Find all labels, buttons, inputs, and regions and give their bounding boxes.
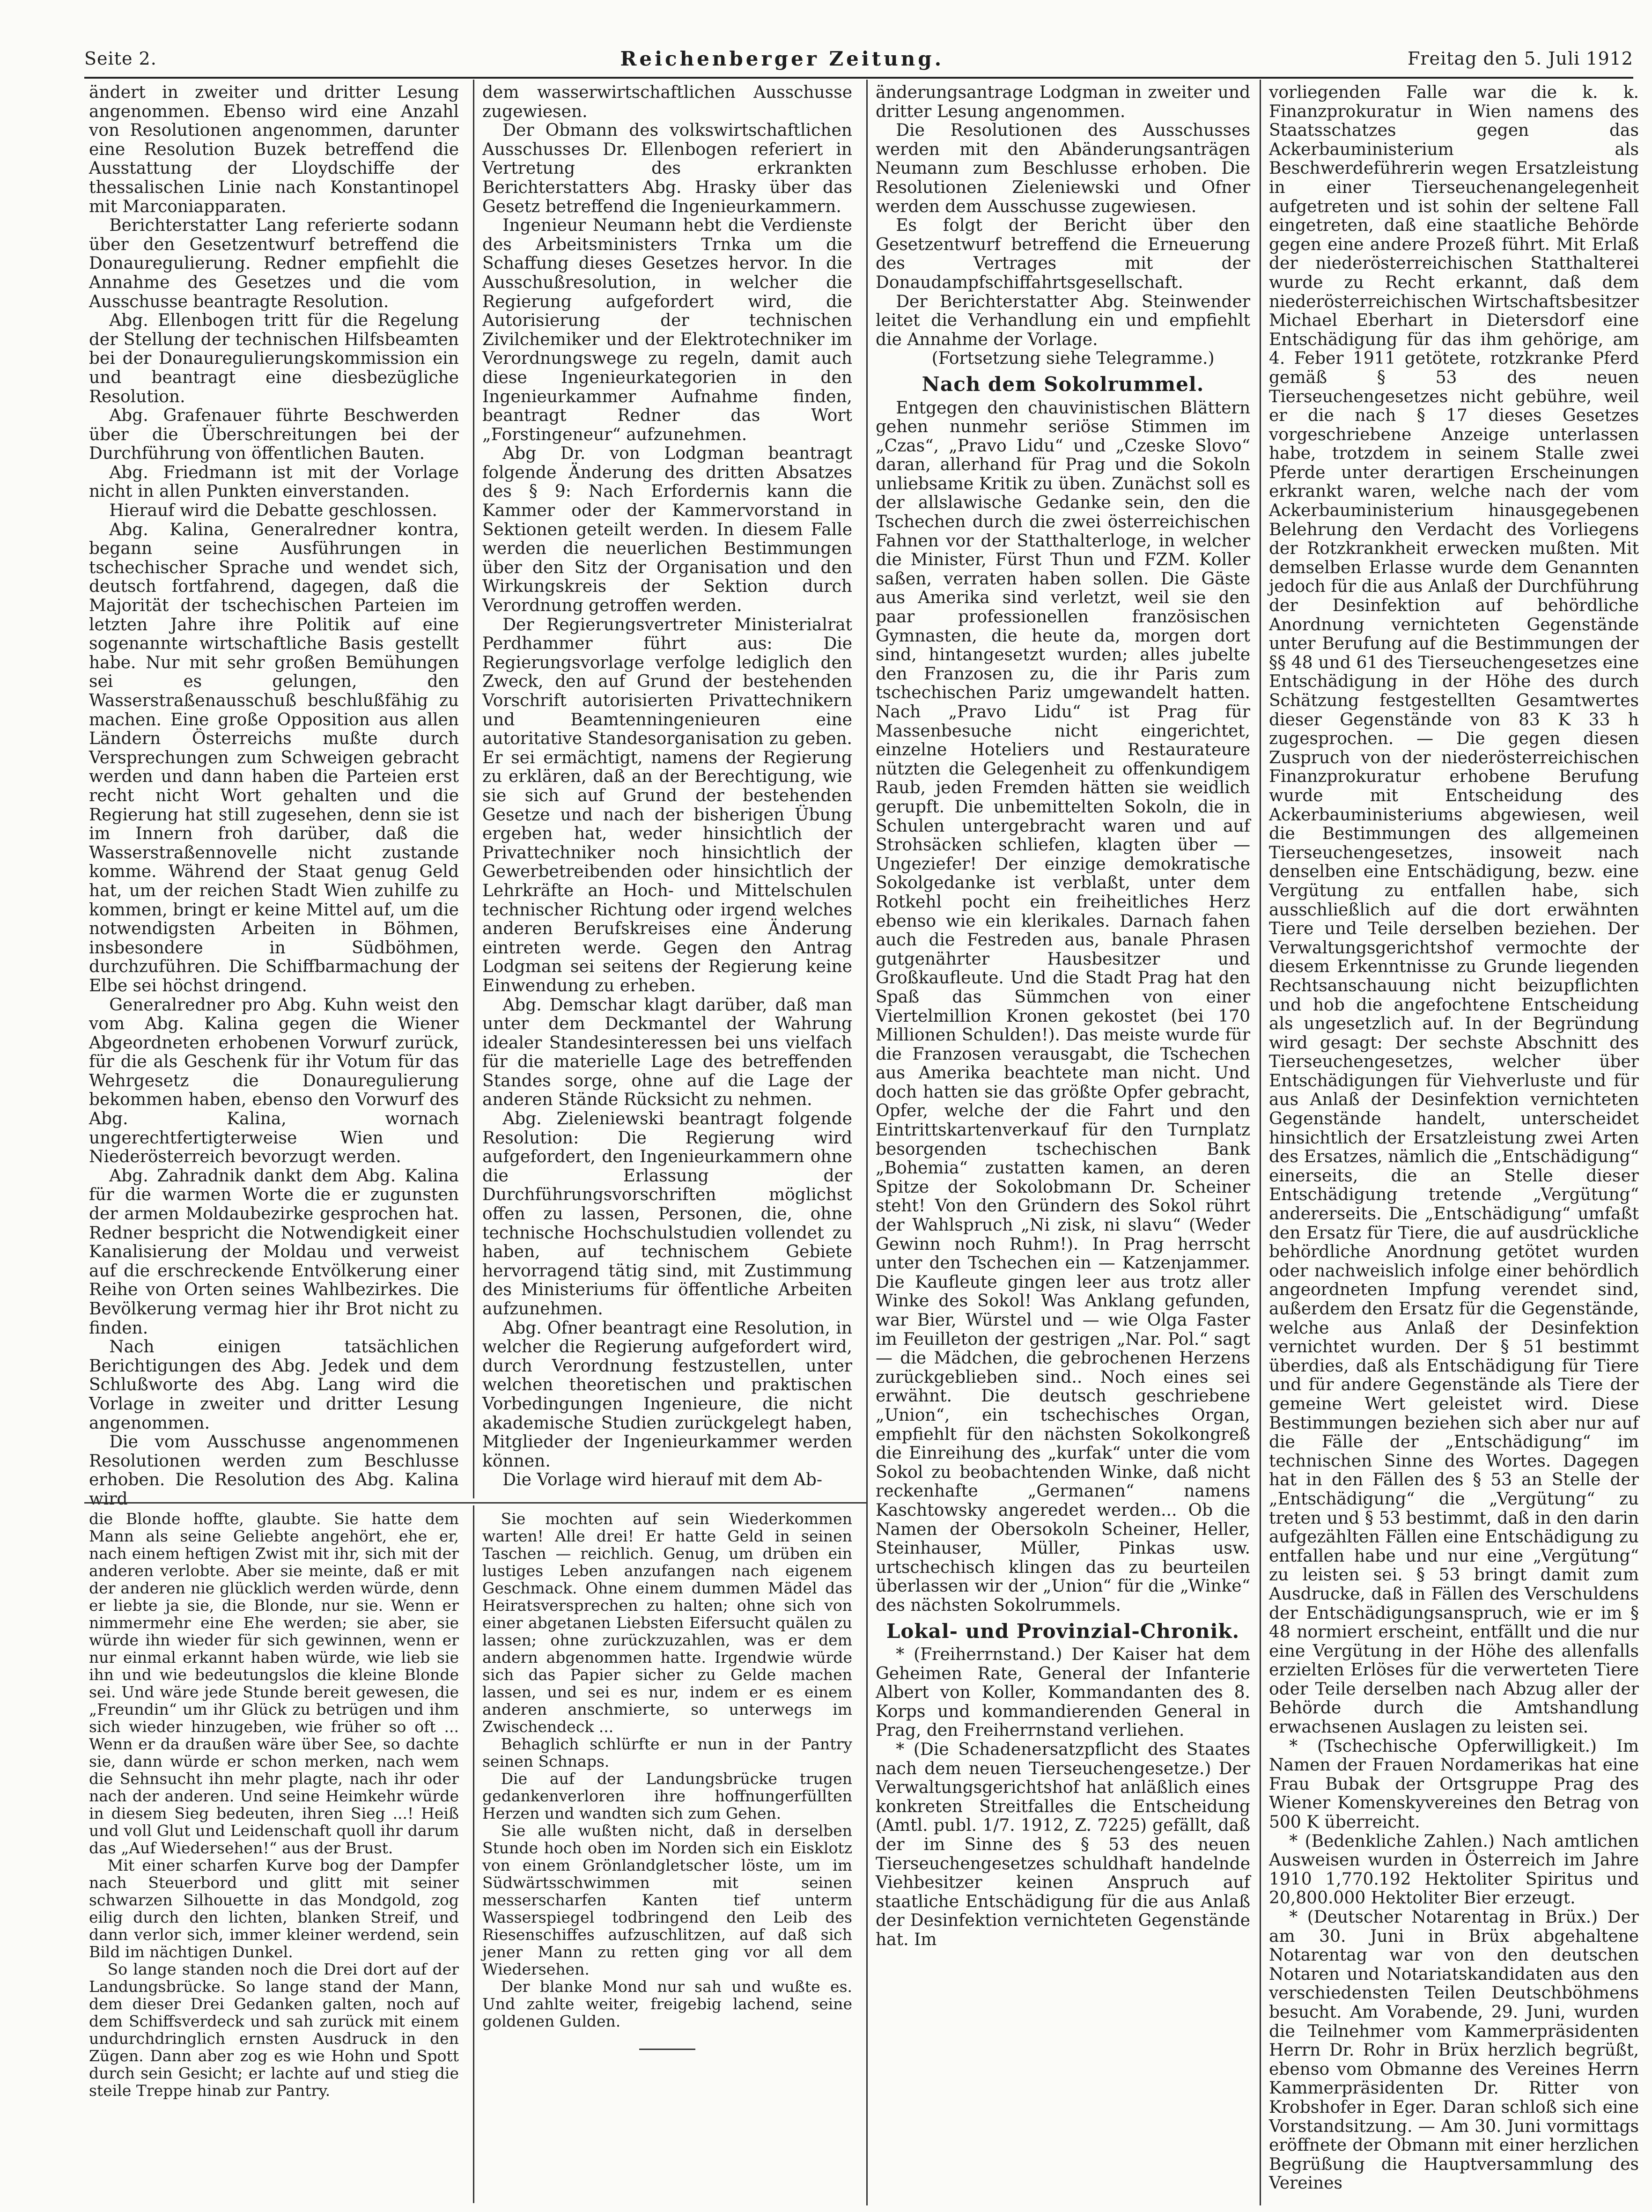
paragraph: Berichterstatter Lang referierte sodann über den Gesetzentwurf betreffend die Donauregulierung. Redner empfiehlt die Annahme des Gesetzes und die vom Ausschusse beantragte Resolution.	[89, 216, 459, 311]
paragraph: Die Resolutionen des Ausschusses werden mit den Abänderungsanträgen Neumann zum Beschlusse erhoben. Die Resolutionen Zieleniewski und Ofner werden dem Ausschusse zugewiesen.	[876, 121, 1250, 216]
end-separator	[639, 2049, 695, 2050]
paragraph: Die auf der Landungsbrücke trugen gedankenverloren ihre hoffnungerfüllten Herzen und wandten sich zum Gehen.	[482, 1770, 852, 1822]
paragraph: Abg. Kalina, Generalredner kontra, begann seine Ausführungen in tschechischer Sprache und wendet sich, deutsch fortfahrend, dagegen, daß die Majorität der tschechischen Parteien im letzten Jahre ihre Politik auf eine sogenannte wirtschaftliche Basis gestellt habe. Nur mit sehr großen Bemühungen sei es gelungen, den Wasserstraßenausschuß beschlußfähig zu machen. Eine große Opposition aus allen Ländern Österreichs mußte durch Versprechungen zum Schweigen gebracht werden und dann haben die Parteien erst recht nicht Wort gehalten und die Regierung hat still zugesehen, denn sie ist im Innern froh darüber, daß die Wasserstraßennovelle nicht zustande komme. Während der Staat genug Geld hat, um der reichen Stadt Wien zuhilfe zu kommen, bringt er keine Mittel auf, um die notwendigsten Arbeiten in Böhmen, insbesondere in Südböhmen, durchzuführen. Die Schiffbarmachung der Elbe sei höchst dringend.	[89, 520, 459, 995]
page-number: Seite 2.	[84, 48, 157, 69]
paragraph: Die vom Ausschusse angenommenen Resolutionen werden zum Beschlusse erhoben. Die Resolution des Abg. Kalina wird	[89, 1432, 459, 1509]
paragraph: Abg. Zieleniewski beantragt folgende Resolution: Die Regierung wird aufgefordert, den Ingenieurkammern ohne die Erlassung der Durchführungsvorschriften möglichst offen zu lassen, Personen, die, ohne technische Hochschulstudien vollendet zu haben, auf technischem Gebiete hervorragend tätig sind, mit Zustimmung des Ministeriums für öffentliche Arbeiten aufzunehmen.	[482, 1109, 852, 1319]
paragraph: Abg. Ofner beantragt eine Resolution, in welcher die Regierung aufgefordert wird, durch Verordnung festzustellen, unter welchen theoretischen und praktischen Vorbedingungen Ingenieure, die nicht akademische Studien zurückgelegt haben, Mitglieder der Ingenieurkammer werden können.	[482, 1318, 852, 1471]
column-divider	[866, 80, 868, 2205]
paragraph: Sie alle wußten nicht, daß in derselben Stunde hoch oben im Norden sich ein Eisklotz von einem Grönlandgletscher löste, um im Südwärtsschwimmen mit seinen messerscharfen Kanten tief unterm Wasserspiegel todbringend den Leib des Riesenschiffes aufzuschlitzen, auf daß sich jener Mann zu retten ging vor all dem Wiedersehen.	[482, 1821, 852, 1978]
paragraph: änderungsantrage Lodgman in zweiter und dritter Lesung angenommen.	[876, 83, 1250, 121]
column-divider	[1260, 80, 1261, 2205]
column-divider	[473, 1505, 474, 2203]
paragraph: * (Freiherrnstand.) Der Kaiser hat dem Geheimen Rate, General der Infanterie Albert von Koller, Kommandanten des 8. Korps und kommandierenden General in Prag, den Freiherrnstand verliehen.	[876, 1645, 1250, 1740]
paragraph: Die Vorlage wird hierauf mit dem Ab-	[502, 1470, 823, 1490]
paragraph: Es folgt der Bericht über den Gesetzentwurf betreffend die Erneuerung des Vertrages mit der Donaudampfschiffahrtsgesellschaft.	[876, 216, 1250, 292]
column-3	[876, 83, 1250, 2205]
paragraph: Generalredner pro Abg. Kuhn weist den vom Abg. Kalina gegen die Wiener Abgeordneten erhobenen Vorwurf zurück, für die als Geschenk für ihr Votum für das Wehrgesetz die Donauregulierung bekommen haben, ebenso den Vorwurf des Abg. Kalina, wornach ungerechtfertigterweise Wien und Niederösterreich bevorzugt werden.	[89, 995, 459, 1167]
paragraph: Abg. Demschar klagt darüber, daß man unter dem Deckmantel der Wahrung idealer Standesinteressen bei uns vielfach für die materielle Lage des betreffenden Standes sorge, ohne auf die Lage der anderen Stände Rücksicht zu nehmen.	[482, 995, 852, 1110]
feuilleton-right	[482, 1510, 852, 2194]
paragraph: * (Die Schadenersatzpflicht des Staates nach dem neuen Tierseuchengesetze.) Der Verwaltungsgerichtshof hat anläßlich eines konkreten Streitfalles die Entscheidung (Amtl. publ. 1/7. 1912, Z. 7225) gefällt, daß der im Sinne des § 53 des neuen Tierseuchengesetzes schuldhaft handelnde Viehbesitzer keinen Anspruch auf staatliche Entschädigung für die aus Anlaß der Desinfektion vernichteten Gegenstände hat. Im	[876, 1740, 1250, 1949]
column-2	[482, 83, 852, 1493]
paper-title: Reichenberger Zeitung.	[620, 47, 944, 70]
paragraph: Nach einigen tatsächlichen Berichtigungen des Abg. Jedek und dem Schlußworte des Abg. Lang wird die Vorlage in zweiter und dritter Lesung angenommen.	[89, 1337, 459, 1433]
column-1	[89, 83, 459, 1509]
issue-date: Freitag den 5. Juli 1912	[1407, 48, 1633, 69]
feuilleton-rule	[84, 1502, 866, 1504]
paragraph: * (Deutscher Notarentag in Brüx.) Der am 30. Juni in Brüx abgehaltene Notarentag war von den deutschen Notaren und Notariatskandidaten aus den verschiedensten Teilen Deutschböhmens besucht. Am Vorabende, 29. Juni, wurden die Teilnehmer vom Kammerpräsidenten Herrn Dr. Rohr in Brüx herzlich begrüßt, ebenso vom Obmanne des Vereines Herrn Kammerpräsidenten Dr. Ritter von Krobshofer in Eger. Daran schloß sich eine Vorstandsitzung. — Am 30. Juni vormittags eröffnete der Obmann mit einer herzlichen Begrüßung die Hauptversammlung des Vereines	[1269, 1908, 1639, 2193]
feuilleton-left	[89, 1510, 459, 2194]
paragraph: Mit einer scharfen Kurve bog der Dampfer nach Steuerbord und glitt mit seiner schwarzen Silhouette in das Mondgold, zog eilig durch den lichten, blanken Streif, und dann verlor sich, immer kleiner werdend, sein Bild im nächtigen Dunkel.	[89, 1856, 459, 1961]
paragraph: Der blanke Mond nur sah und wußte es. Und zahlte weiter, freigebig lachend, seine goldenen Gulden.	[482, 1977, 852, 2030]
paragraph: Sie mochten auf sein Wiederkommen warten! Alle drei! Er hatte Geld in seinen Taschen — reichlich. Genug, um drüben ein lustiges Leben anzufangen nach eigenem Geschmack. Ohne einem dummen Mädel das Heiratsversprechen zu halten; ohne sich von einer abgetanen Liebsten Eifersucht quälen zu lassen; ohne zurückzuzahlen, was er dem andern abgenommen hatte. Irgendwie würde sich das Papier sicher zu Gelde machen lassen, und sei es nur, indem er es einem anderen anschmierte, so unterwegs im Zwischendeck ...	[482, 1510, 852, 1736]
paragraph: Abg Dr. von Lodgman beantragt folgende Änderung des dritten Absatzes des § 9: Nach Erfordernis kann die Kammer oder der Kammervorstand in Sektionen geteilt werden. In diesem Falle werden die neuerlichen Bestimmungen über den Sitz der Organisation und den Wirkungskreis der Sektion durch Verordnung getroffen werden.	[482, 444, 852, 616]
header-rule	[84, 77, 1633, 79]
paragraph: Ingenieur Neumann hebt die Verdienste des Arbeitsministers Trnka um die Schaffung dieses Gesetzes hervor. In die Ausschußresolution, in welcher die Regierung aufgefordert wird, die Autorisierung der technischen Zivilchemiker und der Elektrotechniker im Verordnungswege zu regeln, damit auch diese Ingenieurkategorien in den Ingenieurkammer Aufnahme finden, beantragt Redner das Wort „Forstingeneur“ aufzunehmen.	[482, 216, 852, 444]
paragraph: Abg. Grafenauer führte Beschwerden über die Überschreitungen bei der Durchführung von öffentlichen Bauten.	[89, 406, 459, 464]
paragraph: Abg. Zahradnik dankt dem Abg. Kalina für die warmen Worte die er zugunsten der armen Moldaubezirke gesprochen hat. Redner bespricht die Notwendigkeit einer Kanalisierung der Moldau und verweist auf die erschreckende Entvölkerung einer Reihe von Orten seines Wahlbezirkes. Die Bevölkerung vermag hier ihr Brot nicht zu finden.	[89, 1166, 459, 1338]
column-4	[1269, 83, 1639, 2205]
section-heading: Lokal- und Provinzial-Chronik.	[886, 1619, 1240, 1643]
paragraph: ändert in zweiter und dritter Lesung angenommen. Ebenso wird eine Anzahl von Resolutionen angenommen, darunter eine Resolution Buzek betreffend die Ausstattung der Lloydschiffe der thessalischen Linie nach Konstantinopel mit Marconiapparaten.	[89, 83, 459, 216]
paragraph: Abg. Friedmann ist mit der Vorlage nicht in allen Punkten einverstanden.	[89, 463, 459, 501]
paragraph: dem wasserwirtschaftlichen Ausschusse zugewiesen.	[482, 83, 852, 121]
paragraph: die Blonde hoffte, glaubte. Sie hatte dem Mann als seine Geliebte angehört, ehe er, nach einem heftigen Zwist mit ihr, sich mit der anderen verlobte. Aber sie meinte, daß er mit der anderen nie glücklich werden würde, denn er liebte ja sie, die Blonde, nur sie. Wenn er nimmermehr eine Ehe werden; sie aber, sie würde ihn wieder für sich gewinnen, wenn er nur einmal erkannt haben würde, wie lieb sie ihn und wie bedeutungslos die kleine Blonde sei. Und wäre jede Stunde bereit gewesen, die „Freundin“ um ihr Glück zu betrügen und ihm sich wieder hinzugeben, wie früher so oft ... Wenn er da draußen wäre über See, so dachte sie, dann würde er schon merken, nach wem die Sehnsucht ihn mehr plagte, nach ihr oder nach der anderen. Und seine Heimkehr würde in diesem Sieg bedeuten, ihren Sieg ...! Heiß und voll Glut und Leidenschaft quoll ihr darum das „Auf Wiedersehen!“ aus der Brust.	[89, 1510, 459, 1857]
paragraph: Hierauf wird die Debatte geschlossen.	[109, 501, 437, 521]
paragraph: Entgegen den chauvinistischen Blättern gehen nunmehr seriöse Stimmen im „Czas“, „Pravo Lidu“ und „Czeske Slovo“ daran, allerhand für Prag und die Sokoln unliebsame Kritik zu üben. Zunächst soll es der allslawische Gedanke sein, den die Tschechen durch die zwei österreichischen Fahnen vor der Statthalterloge, in welcher die Minister, Fürst Thun und FZM. Koller saßen, verraten haben sollen. Die Gäste aus Amerika sind verletzt, weil sie den paar professionellen französischen Gymnasten, die heute da, morgen dort sind, hintangesetzt wurden; alles jubelte den Franzosen zu, die ihr Paris zum tschechischen Pariz umgewandelt hatten. Nach „Pravo Lidu“ ist Prag für Massenbesuche nicht eingerichtet, einzelne Hoteliers und Restaurateure nützten die Gelegenheit zu offenkundigem Raub, jeden Fremden hätten sie weidlich gerupft. Die unbemittelten Sokoln, die in Schulen untergebracht waren und auf Strohsäcken schliefen, klagten über — Ungeziefer! Der einzige demokratische Sokolgedanke ist verblaßt, unter dem Rotkehl pocht ein freiheitliches Herz ebenso wie ein klerikales. Darnach fahen auch die Festreden aus, banale Phrasen gutgenährter Hausbesitzer und Großkaufleute. Und die Stadt Prag hat den Spaß das Sümmchen von einer Viertelmillion Kronen gekostet (bei 170 Millionen Schulden!). Das meiste wurde für die Franzosen verausgabt, die Tschechen aus Amerika beachtete man nicht. Und doch hatten sie das größte Opfer gebracht, Opfer, welche der die Fahrt und den Eintrittskartenverkauf für den Turnplatz besorgenden tschechischen Bank „Bohemia“ zustatten kamen, an deren Spitze der Sokolobmann Dr. Scheiner steht! Von den Gründern des Sokol rührt der Wahlspruch „Ni zisk, ni slavu“ (Weder Gewinn noch Ruhm!). In Prag herrscht unter den Tschechen ein — Katzenjammer. Die Kaufleute gingen leer aus trotz aller Winke des Sokol! Was Anklang gefunden, war Bier, Würstel und — wie Olga Faster im Feuilleton der gestrigen „Nar. Pol.“ sagt — die Mädchen, die gebrochenen Herzens zurückgeblieben sind.. Noch eines sei erwähnt. Die deutsch geschriebene „Union“, ein tschechisches Organ, empfiehlt für den nächsten Sokolkongreß die Einreihung des „kurfak“ unter die vom Sokol zu beobachtenden Winke, daß nicht reckenhafte „Germanen“ namens Kaschtowsky angeredet werden... Ob die Namen der Obersokoln Scheiner, Heller, Steinhauser, Müller, Pinkas usw. urtschechisch klingen das zu beurteilen überlassen wir der „Union“ für die „Winke“ des nächsten Sokolrummels.	[876, 398, 1250, 1615]
paragraph: Der Regierungsvertreter Ministerialrat Perdhammer führt aus: Die Regierungsvorlage verfolge lediglich den Zweck, den auf Grund der bestehenden Vorschrift autorisierten Privattechnikern und Beamtenningenieuren eine autoritative Standesorganisation zu geben. Er sei ermächtigt, namens der Regierung zu erklären, daß an der Berechtigung, wie sie sich auf Grund der bestehenden Gesetze und nach der bisherigen Übung ergeben hat, weder hinsichtlich der Privattechniker noch hinsichtlich der Gewerbetreibenden oder hinsichtlich der Lehrkräfte an Hoch- und Mittelschulen technischer Richtung oder irgend welches anderen Berufskreises eine Änderung eintreten werde. Gegen den Antrag Lodgman sei seitens der Regierung keine Einwendung zu erheben.	[482, 615, 852, 995]
paragraph: * (Tschechische Opferwilligkeit.) Im Namen der Frauen Nordamerikas hat eine Frau Bubak der Ortsgruppe Prag des Wiener Komenskyvereines den Betrag von 500 K überreicht.	[1269, 1736, 1639, 1832]
paragraph: Abg. Ellenbogen tritt für die Regelung der Stellung der technischen Hilfsbeamten bei der Donauregulierungskommission ein und beantragt eine diesbezügliche Resolution.	[89, 311, 459, 406]
paragraph: Der Berichterstatter Abg. Steinwender leitet die Verhandlung ein und empfiehlt die Annahme der Vorlage.	[876, 292, 1250, 349]
paragraph: Der Obmann des volkswirtschaftlichen Ausschusses Dr. Ellenbogen referiert in Vertretung des erkrankten Berichterstatters Abg. Hrasky über das Gesetz betreffend die Ingenieurkammern.	[482, 121, 852, 216]
section-heading: Nach dem Sokolrummel.	[922, 372, 1204, 396]
paragraph: (Fortsetzung siehe Telegramme.)	[931, 349, 1215, 369]
paragraph: * (Bedenkliche Zahlen.) Nach amtlichen Ausweisen wurden in Österreich im Jahre 1910 1,770.192 Hektoliter Spiritus und 20,800.000 Hektoliter Bier erzeugt.	[1269, 1831, 1639, 1908]
paragraph: vorliegenden Falle war die k. k. Finanzprokuratur in Wien namens des Staatsschatzes gegen das Ackerbauministerium als Beschwerdeführerin wegen Ersatzleistung in einer Tierseuchenangelegenheit aufgetreten und ist sohin der seltene Fall eingetreten, daß eine staatliche Behörde gegen eine andere Prozeß führt. Mit Erlaß der niederösterreichischen Statthalterei wurde zu Recht erkannt, daß dem niederösterreichischen Wirtschaftsbesitzer Michael Eberhart in Dietersdorf eine Entschädigung für das ihm gehörige, am 4. Feber 1911 getötete, rotzkranke Pferd gemäß § 53 des neuen Tierseuchengesetzes nicht gebühre, weil er die nach § 17 dieses Gesetzes vorgeschriebene Anzeige unterlassen habe, trotzdem in seinem Stalle zwei Pferde unter derartigen Erscheinungen erkrankt waren, welche nach der vom Ackerbauministerium hinausgegebenen Belehrung den Verdacht des Vorliegens der Rotzkrankheit erwecken mußten. Mit demselben Erlasse wurde dem Genannten jedoch für die aus Anlaß der Durchführung der Desinfektion auf behördliche Anordnung vernichteten Gegenstände unter Berufung auf die Bestimmungen der §§ 48 und 61 des Tierseuchengesetzes eine Entschädigung in der Höhe des durch Schätzung festgestellten Gesamtwertes dieser Gegenstände von 83 K 33 h zugesprochen. — Die gegen diesen Zuspruch von der niederösterreichischen Finanzprokuratur erhobene Berufung wurde mit Entscheidung des Ackerbauministeriums abgewiesen, weil die Bestimmungen des allgemeinen Tierseuchengesetzes, insoweit nach denselben eine Entschädigung, bezw. eine Vergütung zu entfallen habe, sich ausschließlich auf die dort erwähnten Tiere und Teile derselben beziehen. Der Verwaltungsgerichtshof vermochte der diesem Erkenntnisse zu Grunde liegenden Rechtsanschauung nicht beizupflichten und hob die angefochtene Entscheidung als ungesetzlich auf. In der Begründung wird gesagt: Der sechste Abschnitt des Tierseuchengesetzes, welcher über Entschädigungen für Viehverluste und für aus Anlaß der Desinfektion vernichteten Gegenstände handelt, unterscheidet hinsichtlich der Ersatzleistung zwei Arten des Ersatzes, nämlich die „Entschädigung“ einerseits, die an Stelle dieser Entschädigung tretende „Vergütung“ andererseits. Die „Entschädigung“ umfaßt den Ersatz für Tiere, die auf ausdrückliche behördliche Anordnung getötet wurden oder nachweislich infolge einer behördlich angeordneten Impfung verendet sind, außerdem den Ersatz für die Gegenstände, welche aus Anlaß der Desinfektion vernichtet wurden. Der § 51 bestimmt überdies, daß als Entschädigung für Tiere und für andere Gegenstände als Tiere der gemeine Wert geleistet wird. Diese Bestimmungen beziehen sich aber nur auf die Fälle der „Entschädigung“ im technischen Sinne des Wortes. Dagegen hat in den Fällen des § 53 an Stelle der „Entschädigung“ die „Vergütung“ zu treten und § 53 bestimmt, daß in den darin aufgezählten Fällen eine Entschädigung zu entfallen habe und nur eine „Vergütung“ zu leisten sei. § 53 bringt damit zum Ausdrucke, daß in Fällen des Verschuldens der Entschädigungsanspruch, wie er im § 48 normiert erscheint, entfällt und die nur eine Vergütung in der Höhe des allenfalls erzielten Erlöses für die verwerteten Tiere oder Teile derselben nach Abzug aller der Behörde durch die Amtshandlung erwachsenen Auslagen zu leisten sei.	[1269, 83, 1639, 1737]
masthead	[84, 43, 1633, 74]
column-divider	[473, 80, 474, 1498]
paragraph: So lange standen noch die Drei dort auf der Landungsbrücke. So lange stand der Mann, dem dieser Drei Gedanken galten, noch auf dem Schiffsverdeck und sah zurück mit einem undurchdringlich ernsten Ausdruck in den Zügen. Dann aber zog es wie Hohn und Spott durch sein Gesicht; er lachte auf und stieg die steile Treppe hinab zur Pantry.	[89, 1960, 459, 2100]
paragraph: Behaglich schlürfte er nun in der Pantry seinen Schnaps.	[482, 1735, 852, 1770]
